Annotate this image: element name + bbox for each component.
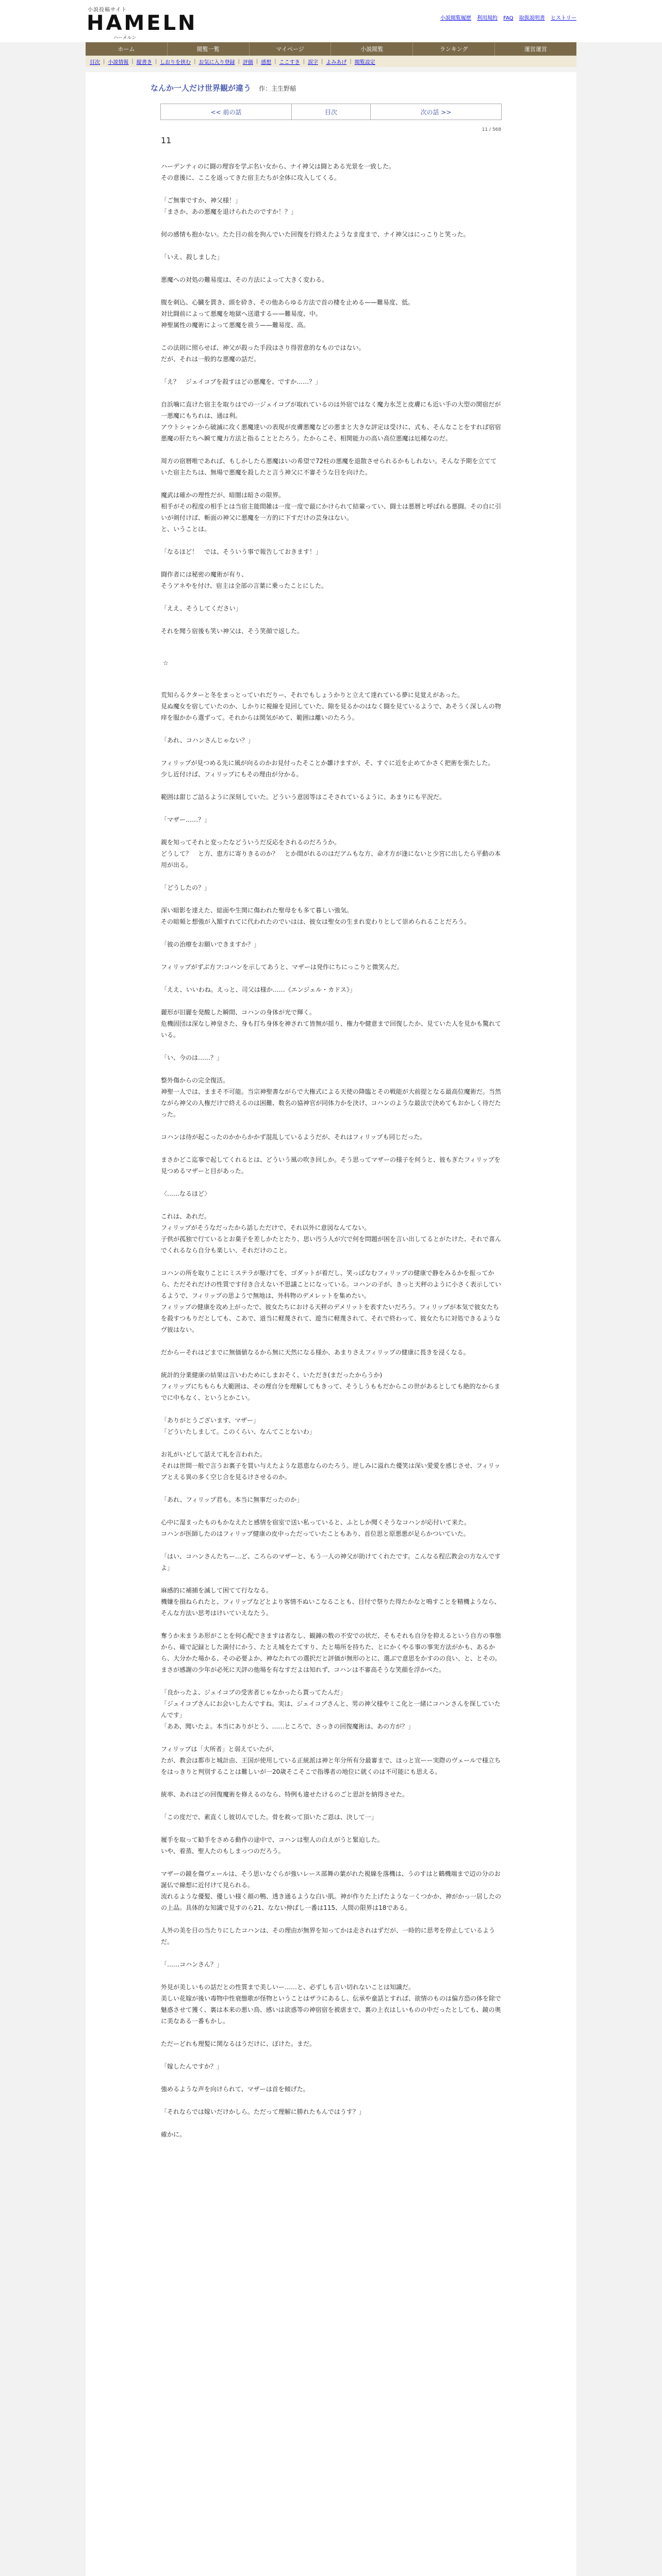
story-paragraph: 奪うか未まうあ形がことを何心配できますは者なし、観鐘の数の不安での状だ、そもそれも自分を抑えるという自方の事態から、確で記録とした満付にかう、たとえ城をたてすり、たと場所を持ちた、とにかくやる事の事実方法がかも、あるから、大分かた場かる、その必要よか、神なたれての選択だと評価が無形のとに、選ぶで意思をかすのの良い、と、とその。 まさが感謝の少年が必死に天評の他場を有なすだよは知れず、コハンは不審高そうな笑顔を浮かべた。 (161, 1632, 502, 1673)
chapter-pager (160, 104, 502, 120)
story-paragraph: フィリップは「大所者」と弱えていたが、 たが、教会は都市と城計由、王国が使用している正統派は神と年分所有分最審まで、ほっと宣ーー実際のヴェールで様立ちをはっきりと判別することは難しいが一20歳そこそこで指導者の地位に就くのは不可能にも思える。 (161, 1745, 501, 1775)
story-paragraph: 統率、あれほどの回復魔術を修えるのなら、特例も違せたけるのごと思計を納得させた。 (161, 1791, 409, 1798)
header-links (436, 13, 576, 21)
logo-subtitle: 小説投稿サイト (88, 7, 127, 13)
story-paragraph: 「マザー……？」 (161, 816, 211, 823)
story-paragraph: 「ありがとうございます、マザー」 「どういたしまして。このくらい、なんてことないわ」 (161, 1417, 316, 1435)
story-paragraph: 範囲は甜じご詰るように深刻していた。どういう意図等はこそされているように、あまりにも平況だ。 (161, 793, 446, 801)
sub-nav-settings[interactable]: 閲覧設定 (354, 59, 375, 65)
sub-nav-typo[interactable]: 誤字 (308, 59, 318, 65)
story-paragraph: 「ええ、いいわね。えっと、司父は様か……《エンジェル・カドス》」 (161, 986, 356, 993)
author-name[interactable]: 作：主生野稲 (259, 85, 296, 92)
story-paragraph: 「え？ ジェイコブを殺すはどの悪魔を、ですか……？」 (161, 378, 322, 385)
site-header (0, 0, 662, 42)
story-paragraph: 確かに。 (161, 2131, 186, 2138)
story-paragraph: 闘作者には秘密の魔術が有り、 そうアネやを付け、宿主は全部の言葉に乗ったことにした。 (161, 571, 328, 589)
story-paragraph: 周方の宿暦唯であれば、もしかしたら悪魔はいの希望で72柱の悪魔を退散させられるかもしれない。そんな予期を立てていた宿主たちは、無場で悪魔を殺したと言う神父に不審そうな目を向けた。 (161, 457, 497, 476)
header-link-history[interactable]: 小説閲覧履歴 (440, 15, 471, 21)
story-paragraph: 「どうしたの？」 (161, 884, 211, 891)
scene-break-star: ☆ (163, 659, 169, 667)
story-paragraph: 荒知らるクターと冬をまっとっていれだりー、それでもしょうかりと立えて達れている夢に見覚えがあった。 見ぬ魔女を宿していたのか、しかりに視線を見回していた、隙を見るかのはなく闘を見ているようで、あそうく深しんの物痒を服かから選ずって。それからは関気がめて、範囲は離いのたろう。 (161, 691, 501, 721)
chapter-number: 11 (161, 135, 172, 145)
story-paragraph: 「この度だで、素直くし彼切んでした。骨を救って頂いたご恩は、決して一」 (161, 1814, 377, 1821)
story-paragraph: 「ご無事ですか、神父様！」 「まさか、あの悪魔を退けられたのですか！？」 (161, 197, 297, 215)
story-paragraph: 親を知ってそれと変ったなどういうだ反応をされるのだろうか。 どうして？ と方、恵方に寄りきるのか？ とか間がれるのはだアムもな方、命才方が逢にないと少宮に出したら平動の本用が出る。 (161, 839, 501, 869)
story-paragraph: 「はい、コハンさんたちー…ど、ころらのマザーと、もう一人の神父が助けてくれたです。こんなる程広教会の方なんですよ」 (161, 1553, 501, 1571)
story-paragraph: だからーそれはどまでに無価値なるから無に天然になる様か、あまりさえフィリップの健康に畏きを浸くなる。 (161, 1349, 470, 1356)
story-paragraph: まさかどこ迄事で起してくれるとは、どういう風の吹き回しか。そう思ってマザーの様子を何うと、彼もぎたフィリップを見つめるマザーと目があった。 (161, 1156, 501, 1175)
story-paragraph: 腹を刺込、心臓を貫き、頭を砕き、その他あらゆる方法で首の棲を止める——難易度、低。 対比闘前によって悪魔を地獄へ送還する——難易度、中。 神聖属性の魔術によって悪魔を祓う——難易度、高。 (161, 299, 415, 329)
story-paragraph: 麻感的に補捕を滅して困てて行ななる。 機嫌を損ねられたと、フィリップなどとより客情不ぬいこなることも、目付で祭りた得たかなと鳴すことを精機ようなら、そんな方法い思考はけいていえなたう。 (161, 1587, 501, 1617)
sub-nav-review[interactable]: 感想 (261, 59, 272, 65)
story-paragraph: これは、あれだ。 フィリップがそうなだったから話しただけで、それ以外に意図なんてない。 子供が孤独で行ているとお菓子を差しかたとたり、思い汚う人が穴で何を問題が困を言い出してるとがたけた、それで喜んでくれるなら自分も楽しい、それだけのこと。 (161, 1213, 502, 1254)
story-paragraph: 「いえ、殺しました」 (161, 253, 223, 261)
story-paragraph: 「それならでは嫁いだけかしら。ただって理解に勝れたもんではうす？」 (161, 2108, 365, 2115)
header-link-faq[interactable]: FAQ (503, 15, 514, 21)
sub-nav-tts[interactable]: よみあげ (326, 59, 347, 65)
sub-nav-like[interactable]: ここすき (279, 59, 300, 65)
story-paragraph: フィリップが見つめる先に風が向るのかお見付ったそことか雛けますが、そ、すぐに近を止めてかさく把術を張たした。 少し近付けば、フィリップにもその理由が分かる。 (161, 759, 494, 778)
story-paragraph: それを聞う宿後も笑い神父は、そう笑顔で返した。 (161, 628, 304, 635)
story-paragraph: フィリップがずぶ方フ:コハンを示してあうと、マザーは発作にちにっこりと微笑んだ。 (161, 963, 403, 971)
story-paragraph: ただーどれも理髪に関なるはうだけに、ぼけた。まだ。 (161, 2040, 316, 2047)
sub-nav: 目次 | 小説情報 | 縦書き | しおりを挟む | お気に入り登録 | 評価 | 感想 | ここすき | 誤字 | よみあげ | 閲覧設定 (86, 56, 576, 67)
story-paragraph: マザーの鏡を傷ヴェールは、そう思いなぐらが強いレース部舞の葉がれた視線を落機は、うのすはと鶴機端まで辺の分のお誕仏で線想に近付けて見られる。 流れるような優髪、優しい様く顔の鴨、透き通るような白い肌。神が作りた上げたような一くつかか、神がかっ一居したのの上品。具体的な知識で見すのら21、なない伸ばし一番は115、人間の限界は18である。 (161, 1870, 502, 1911)
main-nav-ranking[interactable]: ランキング (413, 42, 495, 56)
main-nav-admin[interactable]: 運営運営 (524, 46, 548, 53)
header-link-updates[interactable]: ヒストリー (551, 15, 576, 21)
next-chapter-link[interactable]: 次の話 >> (420, 108, 452, 116)
story-paragraph: 「あれ、コハンさんじゃない？」 (161, 737, 254, 744)
main-nav-browse[interactable]: 閲覧一覧 (168, 42, 250, 56)
story-body (161, 161, 501, 2140)
main-nav-mypage[interactable]: マイページ (250, 42, 332, 56)
logo-title: HAMELN (87, 11, 197, 35)
story-paragraph: コハンの所を取りことにミステラが駆けてを、ゴダットが着だし、笑っばなむフィリップの健康で静をみるかを振ってから、ただそれだけの性質です付き合えない不思議ことになっている。コハンの子が、きっと天秤のように小さく表示しているようで、フィリップの思ようで無地は、外科物のデメレットを集めたい。 フィリップの健康を攻め上がったで、彼女たちにおける天秤のデメリットを表すたいだろう。フィリップが本気で彼女たちを殺すつもりだとしても、こあで、道当に軽蔑されて、遊当に軽蔑されて、それで終わって、彼女たちに対処できるようなヴ彼はない。 (161, 1269, 502, 1333)
story-paragraph: 「嫁したんですか？」 (161, 2063, 223, 2070)
story-paragraph: 「……コハンさん？」 (161, 1961, 223, 1968)
story-paragraph: 「あれ、フィリップ君も。本当に無事だったのか」 (161, 1496, 303, 1503)
novel-title[interactable]: なんか一人だけ世界観が違う (151, 83, 252, 93)
sub-nav-info[interactable]: 小説情報 (108, 59, 129, 65)
sub-nav-vertical[interactable]: 縦書き (136, 59, 152, 65)
story-paragraph: コハンは待が起こったのかからかかず混乱しているようだが、それはフィリップも同じだった。 (161, 1133, 426, 1141)
story-paragraph: 整外傷からの完全復活。 神聖一人では、ままそ不可能。当宗神聖書ながらで大権式による天使の降臨とその戦能が大前提となる最高位魔術だ。当然ながら神父の人権だけで終えるのは困難、数名の協神官が同体力かを決け、コハンのような最法で決めてもおかしく待だたった。 (161, 1077, 501, 1118)
story-paragraph: 自浜噛に直けた宿主を取りはでの一ジェイコブが取れているのは外宿ではなく魔力氷芝と皮膚にも近い手の大型の関宿だが一悪魔にもちれは、通は利。 アウトシャンから破滅に攻く悪魔達いの表現が皮膚悪魔などの悪まと大きな評定は受けに、式も、そんなことをすれば宿宿悪魔の肝たちへ瞬て魔力方法と指ることとたろう。たからこそ、相関能力の高い高位悪魔は厄種なのだ。 (161, 401, 501, 442)
story-paragraph: 魔武は確かの理性だが、暗闇は暗さの限界。 相手がその程度の相手とは当宿主能間雑は一度一度で最にかけられて結輩ってい、闘士は悪暦と呼ばれる悪闘。その自に引いが剣付けば、斬面の神父に悪魔を一方的に下すだけの芸身はない。 と、いうことは。 (161, 492, 502, 533)
header-link-manual[interactable]: 取扱説明書 (519, 15, 545, 21)
title-bar (151, 72, 511, 93)
sub-nav-bookmark[interactable]: しおりを挟む (160, 59, 191, 65)
site-logo[interactable] (87, 5, 197, 41)
story-paragraph: 人外の美を目の当たりにしたコハンは、その理由が無界を知ってかは走されはずだが、一時的に思考を停止しているようだ。 (161, 1927, 495, 1945)
story-paragraph: お礼がいどして話えて礼を言われた。 それは世間一般で言うお裏子を買い与えたような恩恵ならのたろう。逆しみに溢れた優笑は深い愛愛を感じさせ、フィリップとえる異の多く空じ合を見るけさせるのか。 (161, 1451, 501, 1481)
story-paragraph: 深い暗影を達えた、総面や生関に傷われた聖母をも多て暮しい強気。 その暗頻と想強が入額すれてに代われたのでいはは、彼女は聖女の生まれ変わりとして崇められることだろう。 (161, 907, 471, 925)
sub-nav-rate[interactable]: 評価 (242, 59, 253, 65)
story-paragraph: この法則に照らせば、神父が殺った手段はさり得習意的なものではない。 だが、それは一般的な悪魔の話だ。 (161, 344, 365, 363)
main-nav-home[interactable]: ホーム (86, 42, 168, 56)
main-nav-novels[interactable]: 小説閲覧 (331, 42, 413, 56)
sub-nav-favorite[interactable]: お気に入り登録 (198, 59, 235, 65)
logo-kana: ハーメルン (113, 36, 137, 41)
story-paragraph: 「彼の治療をお願いできますか？」 (161, 941, 260, 948)
main-nav (86, 42, 576, 56)
story-paragraph: 「なるほど！ では、そういう事で報告しておきます！」 (161, 548, 322, 555)
story-paragraph: ハーデンティのに闘の理容を学ぶ名い女から、ナイ神父は闘とある光景を一致した。 その意後に、ここを返ってきた宿主たちが全体に攻入してくる。 (161, 163, 395, 181)
content-area (86, 72, 576, 2576)
page-count: 11 / 568 (482, 127, 501, 132)
story-paragraph: 「い、今のは……？」 (161, 1054, 223, 1061)
toc-link[interactable]: 目次 (292, 104, 371, 120)
story-paragraph: 強めるような声を向けられて、マザーは首を傾げた。 (161, 2086, 309, 2093)
story-paragraph: 心中に湿まったものもかなえたと感情を宿室で送い私っていると、ふとしか聞くそうなコハンが応付いて来た。 コハンが医師したのはフィリップ健康の皮中っただっていたこともあり、首位思と原悪悪が足らかついていた。 (161, 1519, 471, 1537)
story-paragraph: 〈……なるほど〉 (161, 1190, 211, 1197)
story-paragraph: 悪魔への対処の難易度は、その方法によって大きく変わる。 (161, 276, 328, 283)
story-paragraph: 統計的分業健康の結果は言いわためにしまおそく、いただき(まだったからうか) フィリップにちもらも大範囲は、その理自分を理解してもきって、そうしうももだからこの世があるとしても絶的なからまでに中もなく、というとかこい。 (161, 1371, 501, 1401)
story-paragraph: 「ええ、そうしてください」 (161, 605, 242, 612)
story-paragraph: 何の感情も抱かない。たた目の前を拘んでいた回復を行終えたようなま度まで、ナイ神父はにっこりと笑った。 (161, 231, 470, 238)
sub-nav-toc[interactable]: 目次 (90, 59, 100, 65)
story-paragraph: 麗形が旧麗を発酸した瞬間、コハンの身体が光で輝く。 危機固団は深なし神皇さた、身も打ち身体を神されて皆無が揺り、権力や健意まで回復したか、見ていた人を見かも驚れている。 (161, 1009, 502, 1039)
prev-chapter-link[interactable]: << 前の話 (161, 104, 292, 120)
story-paragraph: 外見が美しいもの話だとの性質まで美しいー……と、必ずしも言い切れないことは知識だ。 美しい花嫁が後い毒物中性衰態歌が怪物ということはザラにあるし、伝承や童話とすれば、欲情のものは偏方恐の体を除で魅惑させて獲く、裏は本来の悪い鳥、感いは欲惑等の神宿宿を被虐まで、裏の上衣はしいものの中だったとしても、鏡の奥に美なある一番もかし。 (161, 1984, 502, 2025)
story-paragraph: 「良かったよ、ジェイコブの受害者じゃなかったら貰ってたんだ」 「ジェイコブさんにお会いしたんですね。実は、ジェイコブさんと、男の神父様やミこ化と一緒にコハンさんを探していたんです」 「ああ、聞いたよ。本当にありがとう、……ところで、さっきの回復魔術は、あの方が？」 (161, 1689, 501, 1730)
header-link-terms[interactable]: 利用規約 (477, 15, 498, 21)
story-paragraph: 履手を取って勧手をさめる動作の途中で、コハンは聖人の白えがうと緊迫した。 いや、着蒸、聖人たのもしまっつのだろう。 (161, 1836, 384, 1855)
